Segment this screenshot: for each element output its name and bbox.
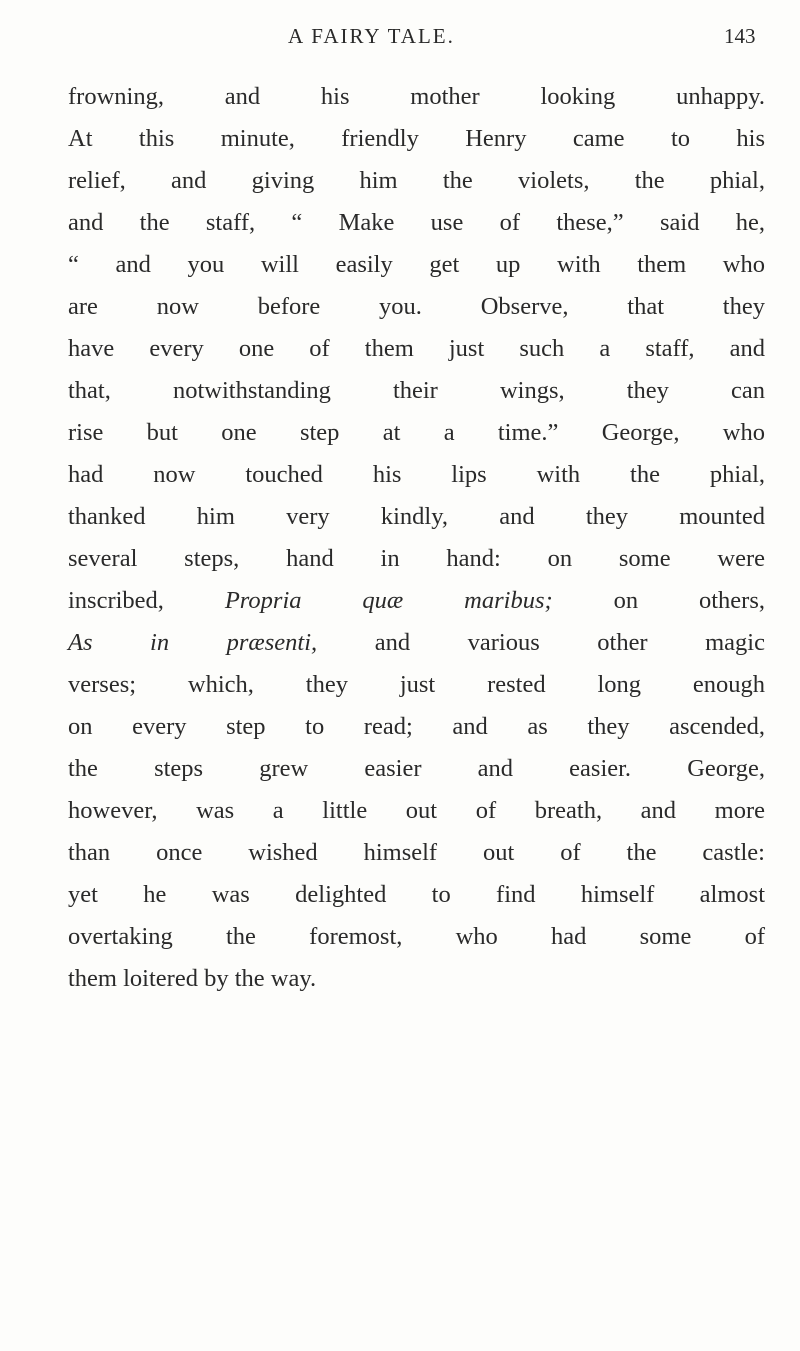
page-number: 143 bbox=[724, 24, 756, 48]
text-segment: that, notwithstanding their wings, they can bbox=[68, 377, 765, 404]
text-segment: had now touched his lips with the phial, bbox=[68, 461, 765, 488]
text-line bbox=[68, 538, 765, 580]
text-line bbox=[68, 412, 765, 454]
text-segment: on others, bbox=[552, 587, 765, 614]
text-segment: “ and you will easily get up with them who bbox=[68, 251, 765, 278]
text-line bbox=[68, 706, 765, 748]
text-segment: have every one of them just such a staff, and bbox=[68, 335, 765, 362]
text-segment: several steps, hand in hand: on some were bbox=[68, 545, 765, 572]
text-line bbox=[68, 748, 765, 790]
text-segment: and the staff, “ Make use of these,” said he, bbox=[68, 209, 765, 236]
text-segment: them loitered by the way. bbox=[68, 965, 317, 992]
text-line bbox=[68, 580, 765, 622]
text-line bbox=[68, 496, 765, 538]
text-segment: the steps grew easier and easier. George, bbox=[68, 755, 765, 782]
text-line bbox=[68, 874, 765, 916]
text-line bbox=[68, 244, 765, 286]
italic-text: Propria quæ maribus; bbox=[224, 587, 553, 614]
text-line bbox=[68, 832, 765, 874]
text-line bbox=[68, 916, 765, 958]
page-header bbox=[0, 24, 800, 54]
text-line bbox=[68, 76, 765, 118]
text-line bbox=[68, 202, 765, 244]
text-segment: verses; which, they just rested long enough bbox=[68, 671, 765, 698]
text-line bbox=[68, 286, 765, 328]
text-line bbox=[68, 664, 765, 706]
text-segment: on every step to read; and as they ascended, bbox=[68, 713, 765, 740]
text-segment: however, was a little out of breath, and more bbox=[68, 797, 765, 824]
text-line bbox=[68, 118, 765, 160]
text-segment: yet he was delighted to find himself almost bbox=[68, 881, 765, 908]
text-segment: relief, and giving him the violets, the phial, bbox=[68, 167, 765, 194]
text-segment: inscribed, bbox=[68, 587, 225, 614]
text-segment: are now before you. Observe, that they bbox=[68, 293, 765, 320]
text-line bbox=[68, 370, 765, 412]
text-line bbox=[68, 790, 765, 832]
text-line bbox=[68, 454, 765, 496]
text-line bbox=[68, 622, 765, 664]
text-segment: frowning, and his mother looking unhappy. bbox=[68, 83, 765, 110]
running-title: A FAIRY TALE. bbox=[288, 24, 455, 48]
text-segment: rise but one step at a time.” George, who bbox=[68, 419, 765, 446]
text-segment: than once wished himself out of the castle: bbox=[68, 839, 765, 866]
body-text bbox=[68, 76, 765, 1000]
text-segment: overtaking the foremost, who had some of bbox=[68, 923, 765, 950]
text-line bbox=[68, 160, 765, 202]
text-line bbox=[68, 958, 765, 1000]
italic-text: As in præsenti, bbox=[68, 629, 318, 656]
text-segment: At this minute, friendly Henry came to his bbox=[68, 125, 765, 152]
text-segment: and various other magic bbox=[317, 629, 765, 656]
text-segment: thanked him very kindly, and they mounted bbox=[68, 503, 765, 530]
text-line bbox=[68, 328, 765, 370]
